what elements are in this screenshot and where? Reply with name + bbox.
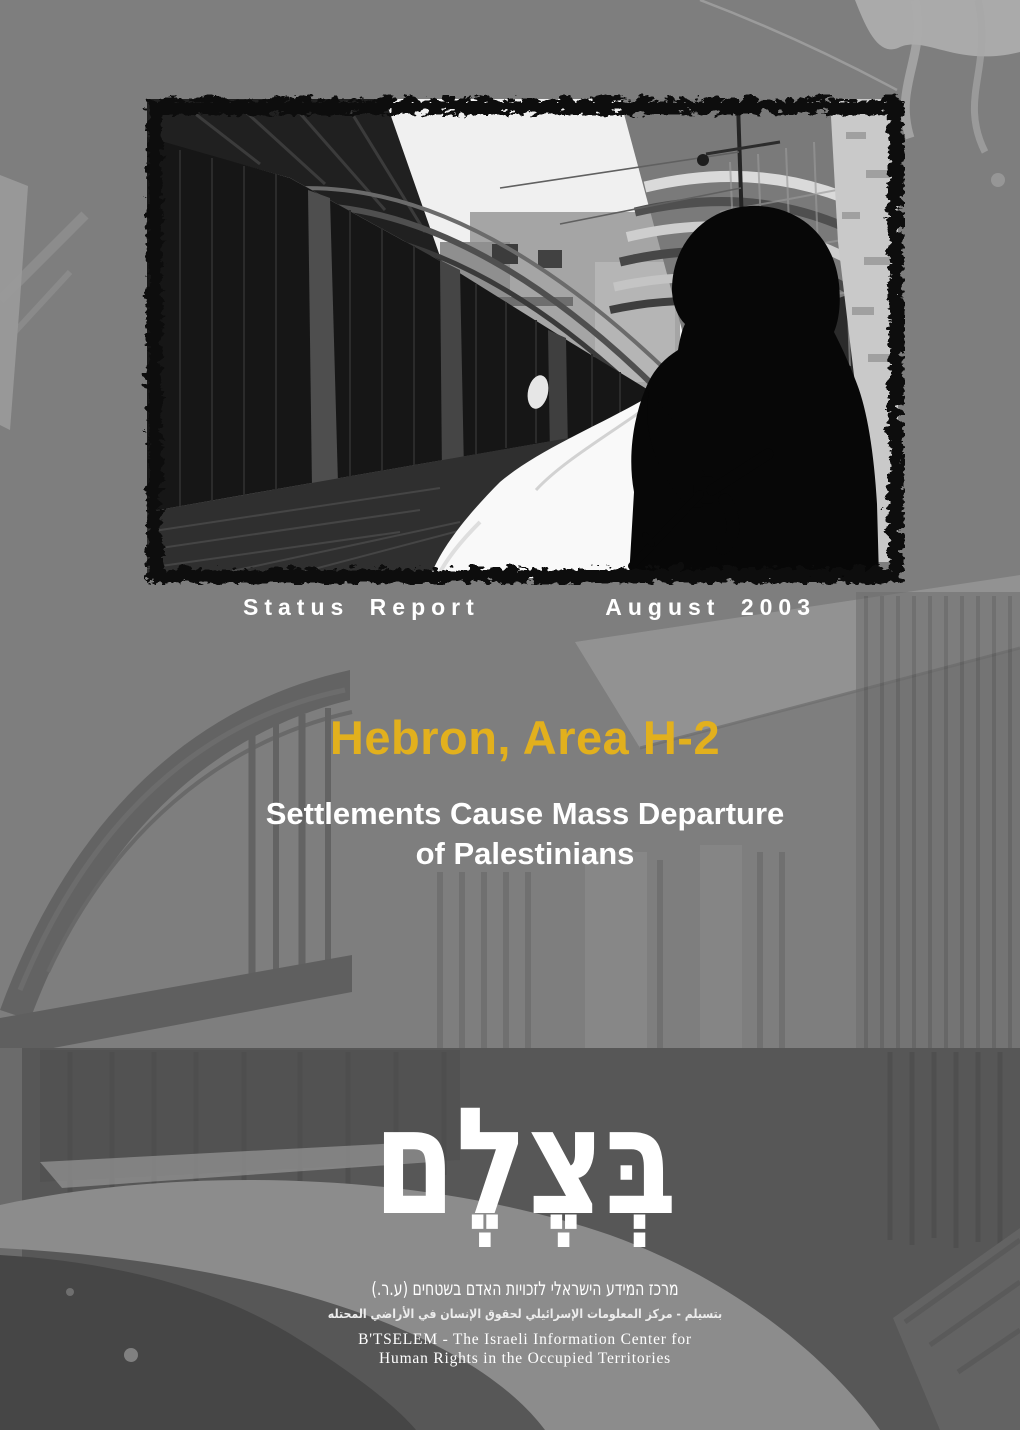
org-name-english-line-2: Human Rights in the Occupied Territories	[379, 1350, 671, 1367]
cover-photo	[140, 92, 905, 585]
org-name-arabic: بتسيلم - مركز المعلومات الإسرائيلي لحقوق الإنسان في الأراضي المحتله	[327, 1306, 723, 1321]
report-subtitle	[140, 794, 910, 874]
status-row	[243, 594, 816, 621]
report-title: Hebron, Area H-2	[329, 711, 721, 764]
subtitle-line-2: of Palestinians	[415, 836, 635, 871]
btselem-hebrew-logotype: בְּצֶלֶם	[373, 1076, 677, 1248]
btselem-logo-block	[140, 1076, 910, 1367]
report-date-label: August 2003	[605, 594, 816, 620]
org-name-english	[140, 1330, 910, 1368]
subtitle-line-1: Settlements Cause Mass Departure	[265, 796, 785, 831]
org-name-english-line-1: B'TSELEM - The Israeli Information Center for	[358, 1331, 692, 1348]
status-report-label: Status Report	[243, 594, 480, 620]
org-name-hebrew: מרכז המידע הישראלי לזכויות האדם בשטחים (ע.ר.)	[371, 1278, 679, 1300]
